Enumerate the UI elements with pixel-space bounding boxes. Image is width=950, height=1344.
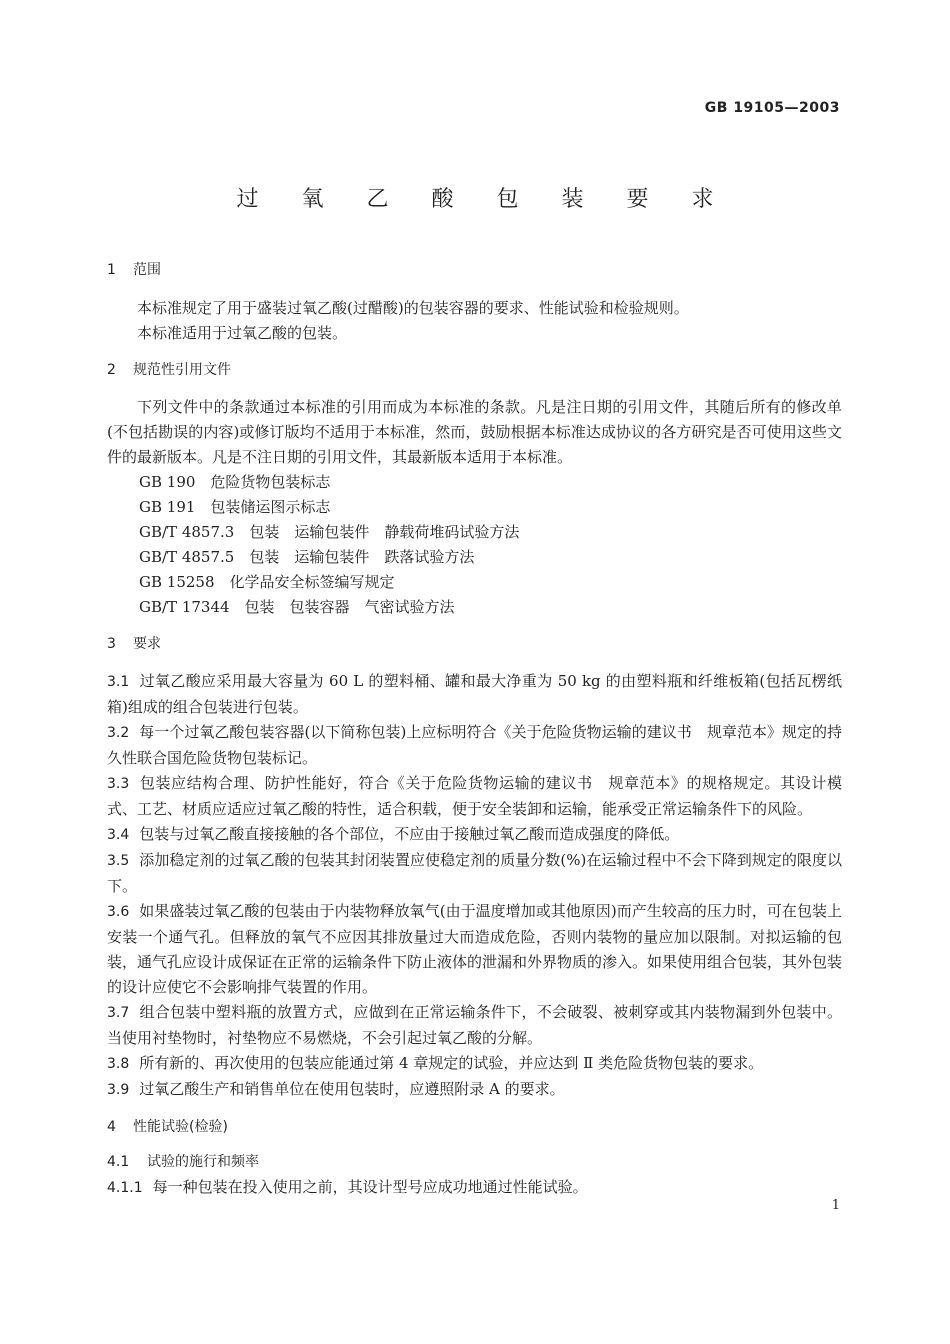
clause: [107, 848, 842, 899]
clause-number: 3.5: [107, 853, 130, 869]
reference-item: GB/T 4857.5 包装 运输包装件 跌落试验方法: [139, 548, 475, 566]
clause-number: 4.1.1: [107, 1180, 143, 1196]
reference-item: GB/T 17344 包装 包装容器 气密试验方法: [139, 598, 455, 616]
paragraph: 下列文件中的条款通过本标准的引用而成为本标准的条款。凡是注日期的引用文件，其随后所有的修改单(不包括勘误的内容)或修订版均不适用于本标准，然而，鼓励根据本标准达成协议的各方研究是否可使用这些文件的最新版本。凡是不注日期的引用文件，其最新版本适用于本标准。: [107, 398, 842, 466]
section-number: 4: [107, 1119, 116, 1135]
subsection-heading-4-1: [107, 1150, 842, 1175]
clause-text: 过氧乙酸应采用最大容量为 60 L 的塑料桶、罐和最大净重为 50 kg 的由塑料瓶和纤维板箱(包括瓦楞纸箱)组成的组合包装进行包装。: [107, 672, 842, 716]
page-number: 1: [831, 1198, 840, 1213]
clause-number: 3.7: [107, 1005, 130, 1021]
section-title: 规范性引用文件: [133, 362, 231, 378]
section-number: 1: [107, 262, 116, 278]
section-number: 2: [107, 362, 116, 378]
clause: [107, 771, 842, 822]
clause-text: 包装与过氧乙酸直接接触的各个部位，不应由于接触过氧乙酸而造成强度的降低。: [139, 825, 680, 843]
clause-text: 组合包装中塑料瓶的放置方式，应做到在正常运输条件下，不会破裂、被刺穿或其内装物漏到外包装中。当使用衬垫物时，衬垫物应不易燃烧，不会引起过氧乙酸的分解。: [107, 1003, 842, 1047]
clause: [107, 822, 842, 848]
clause: [107, 720, 842, 771]
clause-number: 3.4: [107, 827, 130, 843]
clause-text: 包装应结构合理、防护性能好，符合《关于危险货物运输的建议书 规章范本》的规格规定。其设计模式、工艺、材质应适应过氧乙酸的特性，适合积载，便于安全装卸和运输，能承受正常运输条件下的风险。: [107, 774, 842, 818]
clause-number: 3.2: [107, 725, 130, 741]
clause-text: 过氧乙酸生产和销售单位在使用包装时，应遵照附录 A 的要求。: [139, 1080, 565, 1098]
section-number: 3: [107, 636, 116, 652]
clause: [107, 1077, 842, 1103]
reference-item: GB 191 包装储运图示标志: [139, 498, 331, 516]
clause-text: 每一种包装在投入使用之前，其设计型号应成功地通过性能试验。: [152, 1178, 588, 1196]
clause: [107, 1175, 842, 1201]
subsection-title: 试验的施行和频率: [147, 1154, 259, 1170]
document-title: 过 氧 乙 酸 包 装 要 求: [236, 187, 732, 212]
section-heading-4: [107, 1115, 842, 1140]
clause-text: 如果盛装过氧乙酸的包装由于内装物释放氧气(由于温度增加或其他原因)而产生较高的压力时，可在包装上安装一个通气孔。但释放的氧气不应因其排放量过大而造成危险，否则内装物的量应加以限制。对拟运输的包装，通气孔应设计成保证在正常的运输条件下防止液体的泄漏和外界物质的渗入。如果使用组合包装，其外包装的设计应使它不会影响排气装置的作用。: [107, 902, 843, 996]
clause-number: 3.1: [107, 674, 130, 690]
clause-number: 3.8: [107, 1056, 130, 1072]
document-body: [107, 258, 842, 1201]
clause-number: 3.3: [107, 776, 130, 792]
paragraph: 本标准规定了用于盛装过氧乙酸(过醋酸)的包装容器的要求、性能试验和检验规则。: [137, 299, 689, 317]
clause-text: 所有新的、再次使用的包装应能通过第 4 章规定的试验，并应达到 Ⅱ 类危险货物包装的要求。: [139, 1054, 764, 1072]
clause: [107, 1051, 842, 1077]
subsection-number: 4.1: [107, 1154, 130, 1170]
section-heading-2: [107, 358, 842, 383]
clause-number: 3.6: [107, 904, 130, 920]
clause: [107, 669, 842, 720]
section-heading-3: [107, 632, 842, 657]
section-title: 性能试验(检验): [133, 1119, 228, 1135]
reference-item: GB/T 4857.3 包装 运输包装件 静载荷堆码试验方法: [139, 523, 520, 541]
reference-item: GB 15258 化学品安全标签编写规定: [139, 573, 395, 591]
clause-text: 每一个过氧乙酸包装容器(以下简称包装)上应标明符合《关于危险货物运输的建议书 规章范本》规定的持久性联合国危险货物包装标记。: [107, 723, 842, 767]
clause: [107, 1000, 842, 1051]
section-title: 要求: [133, 636, 161, 652]
clause: [107, 899, 842, 1000]
clause-number: 3.9: [107, 1082, 130, 1098]
standard-code: GB 19105—2003: [704, 100, 840, 116]
section-heading-1: [107, 258, 842, 283]
reference-item: GB 190 危险货物包装标志: [139, 473, 331, 491]
paragraph: 本标准适用于过氧乙酸的包装。: [137, 324, 348, 342]
clause-text: 添加稳定剂的过氧乙酸的包装其封闭装置应使稳定剂的质量分数(%)在运输过程中不会下降到规定的限度以下。: [107, 851, 842, 895]
section-title: 范围: [133, 262, 161, 278]
